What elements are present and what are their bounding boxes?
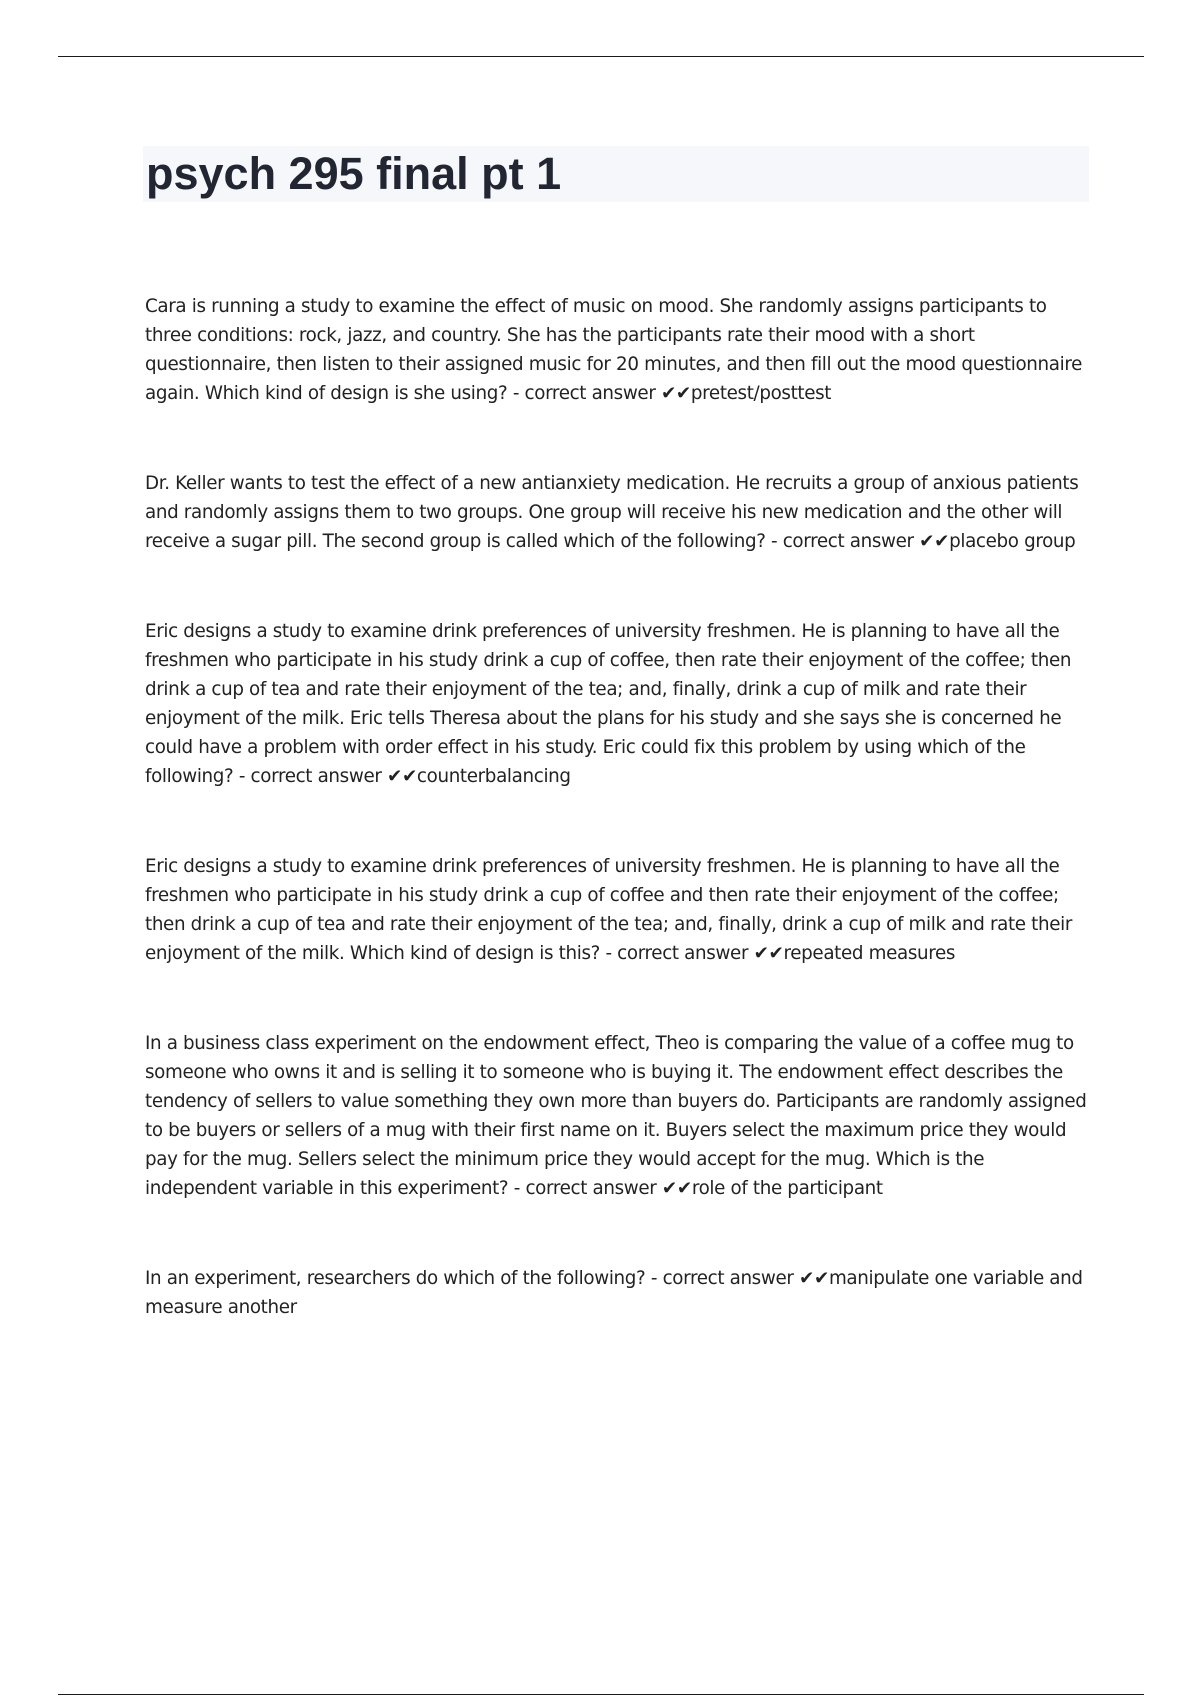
footer-rule [58,1694,1144,1695]
answer-text: counterbalancing [416,766,571,787]
question-text: In an experiment, researchers do which of the following? [145,1268,646,1289]
answer-separator: - correct answer [508,1178,662,1199]
question-text: Eric designs a study to examine drink preferences of university freshmen. He is planning to have all the freshmen who participate in his study drink a cup of coffee, then rate their enjoyment of the coffee; then drink a cup of tea and rate their enjoyment of the tea; and, finally, drink a cup of milk and rate their enjoyment of the milk. Eric tells Theresa about the plans for his study and she says she is concerned he could have a problem with order effect in his study. Eric could fix this problem by using which of the following? [145,621,1072,787]
question-text: Cara is running a study to examine the effect of music on mood. She randomly assigns participants to three conditions: rock, jazz, and country. She has the participants rate their mood with a short questionnaire, then listen to their assigned music for 20 minutes, and then fill out the mood questionnaire again. Which kind of design is she using? [145,296,1082,404]
answer-separator: - correct answer [765,531,920,552]
checkmark-icon: ✔✔ [919,531,950,552]
qa-item [145,292,1091,408]
qa-item [145,469,1091,556]
qa-item [145,1264,1091,1322]
answer-text: pretest/posttest [690,383,832,404]
qa-item [145,852,1091,968]
qa-item [145,617,1091,791]
answer-separator: - correct answer [599,943,754,964]
question-text: Eric designs a study to examine drink preferences of university freshmen. He is planning to have all the freshmen who participate in his study drink a cup of coffee and then rate their enjoyment of the coffee; then drink a cup of tea and rate their enjoyment of the tea; and, finally, drink a cup of milk and rate their enjoyment of the milk. Which kind of design is this? [145,856,1072,964]
answer-text: placebo group [949,531,1076,552]
answer-text: repeated measures [783,943,956,964]
question-text: In a business class experiment on the endowment effect, Theo is comparing the value of a coffee mug to someone who owns it and is selling it to someone who is buying it. The endowment effect describes the tendency of sellers to value something they own more than buyers do. Participants are randomly assigned to be buyers or sellers of a mug with their first name on it. Buyers select the maximum price they would pay for the mug. Sellers select the minimum price they would accept for the mug. Which is the independent variable in this experiment? [145,1033,1087,1199]
document-title: psych 295 final pt 1 [146,148,562,199]
answer-separator: - correct answer [645,1268,799,1289]
checkmark-icon: ✔✔ [660,383,691,404]
qa-item [145,1029,1091,1203]
answer-text: role of the participant [691,1178,883,1199]
answer-separator: - correct answer [507,383,661,404]
checkmark-icon: ✔✔ [661,1178,692,1199]
header-rule [58,56,1144,57]
question-text: Dr. Keller wants to test the effect of a new antianxiety medication. He recruits a group of anxious patients and randomly assigns them to two groups. One group will receive his new medication and the other will receive a sugar pill. The second group is called which of the following? [145,473,1079,552]
checkmark-icon: ✔✔ [799,1268,829,1289]
question-answer-list [145,292,1091,1383]
checkmark-icon: ✔✔ [753,943,784,964]
answer-text: manipulate one variable and measure another [145,1268,1083,1318]
checkmark-icon: ✔✔ [386,766,417,787]
answer-separator: - correct answer [233,766,387,787]
